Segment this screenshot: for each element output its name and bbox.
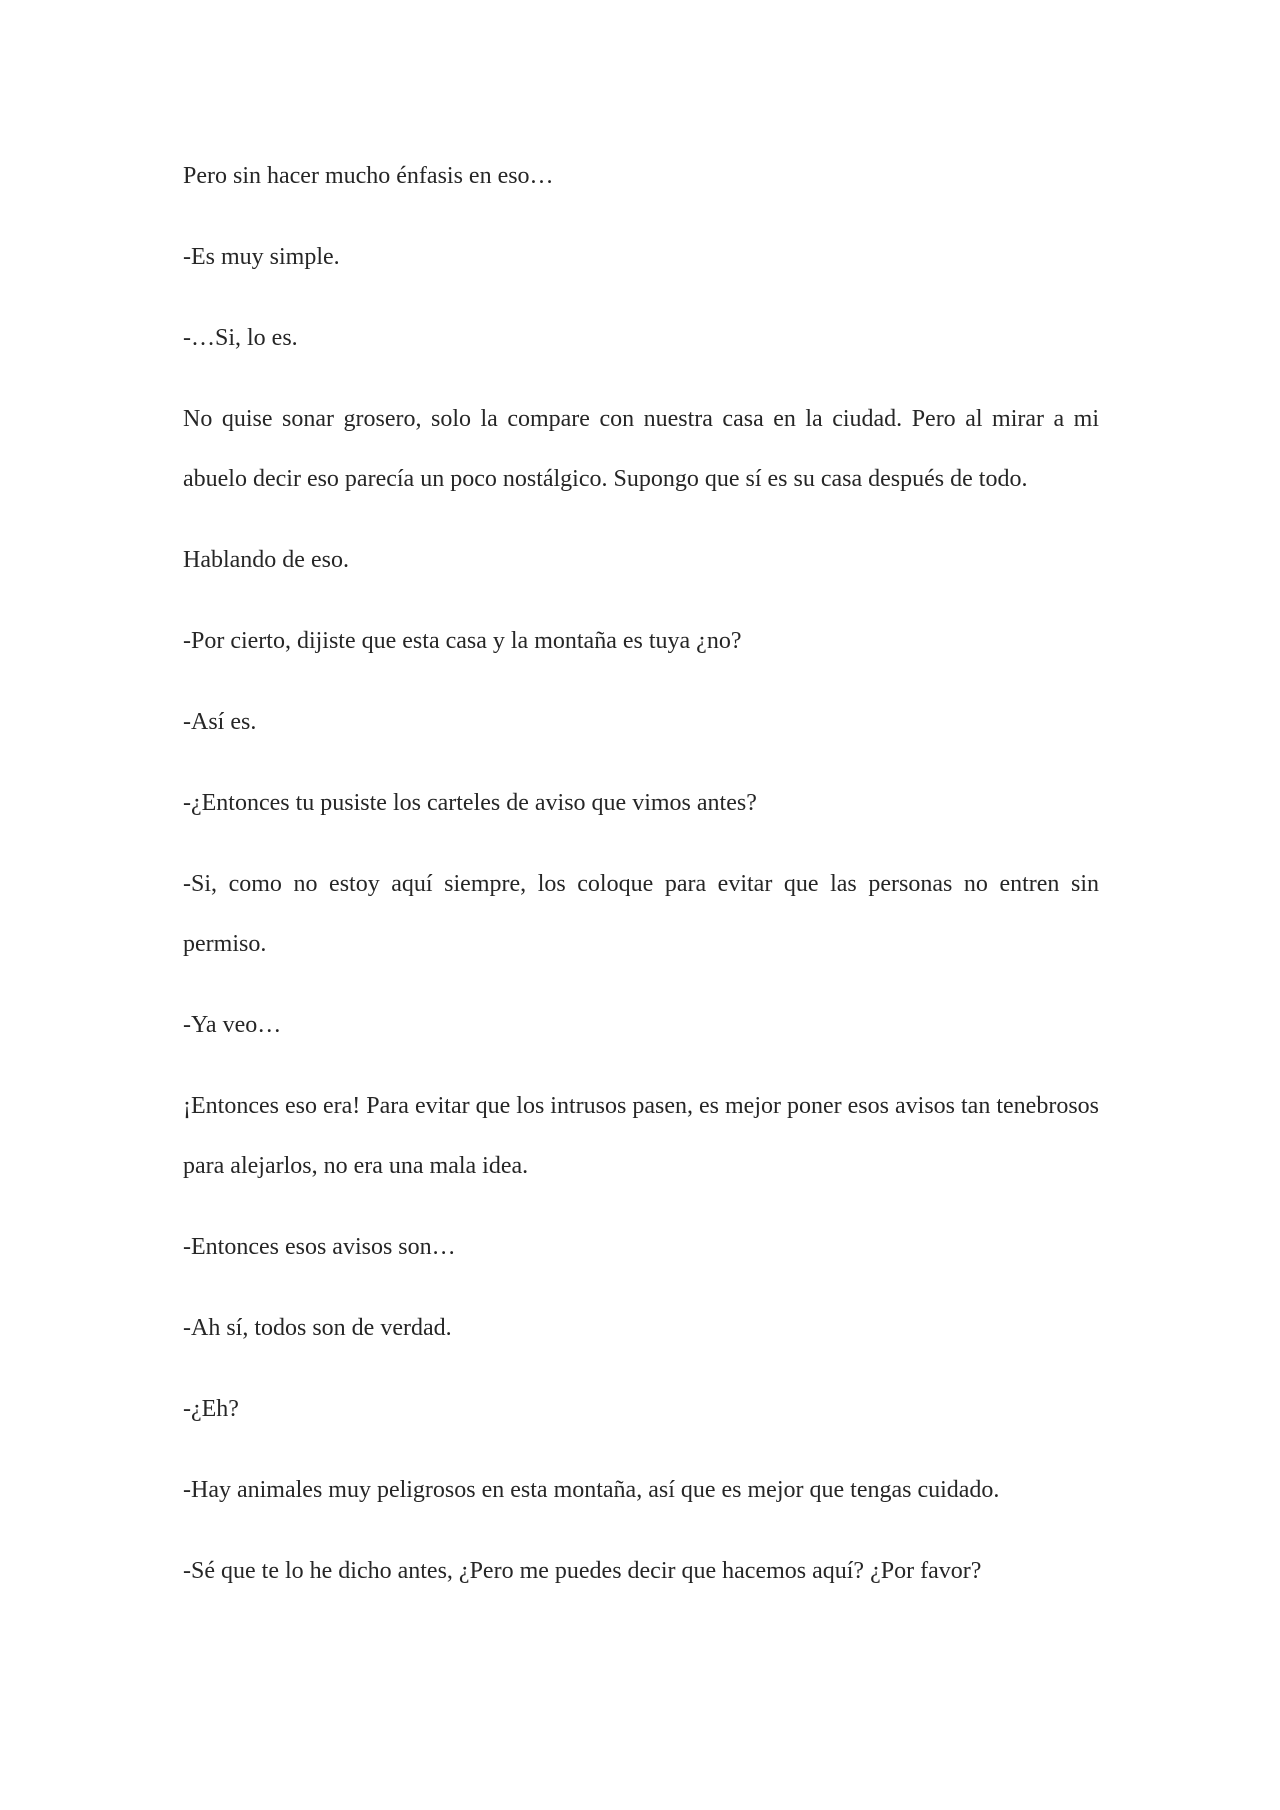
paragraph: -Hay animales muy peligrosos en esta montaña, así que es mejor que tengas cuidado.: [183, 1477, 1000, 1503]
paragraph: -Si, como no estoy aquí siempre, los coloque para evitar que las personas no entren sin permiso.: [183, 871, 1099, 957]
paragraph: -Sé que te lo he dicho antes, ¿Pero me puedes decir que hacemos aquí? ¿Por favor?: [183, 1558, 982, 1584]
paragraph: -¿Eh?: [183, 1396, 239, 1422]
paragraph: Hablando de eso.: [183, 547, 349, 573]
paragraph: Pero sin hacer mucho énfasis en eso…: [183, 163, 554, 189]
paragraph: ¡Entonces eso era! Para evitar que los intrusos pasen, es mejor poner esos avisos tan tenebrosos para alejarlos, no era una mala idea.: [183, 1093, 1099, 1179]
paragraph: -Así es.: [183, 709, 257, 735]
paragraph: No quise sonar grosero, solo la compare con nuestra casa en la ciudad. Pero al mirar a mi abuelo decir eso parecía un poco nostálgico. Supongo que sí es su casa después de todo.: [183, 406, 1099, 492]
paragraph: -Ya veo…: [183, 1012, 282, 1038]
paragraph: -Es muy simple.: [183, 244, 340, 270]
paragraph: -…Si, lo es.: [183, 325, 298, 351]
paragraph: -Por cierto, dijiste que esta casa y la montaña es tuya ¿no?: [183, 628, 742, 654]
document-body: [183, 146, 1099, 1601]
paragraph: -Entonces esos avisos son…: [183, 1234, 456, 1260]
paragraph: -¿Entonces tu pusiste los carteles de aviso que vimos antes?: [183, 790, 757, 816]
paragraph: -Ah sí, todos son de verdad.: [183, 1315, 452, 1341]
